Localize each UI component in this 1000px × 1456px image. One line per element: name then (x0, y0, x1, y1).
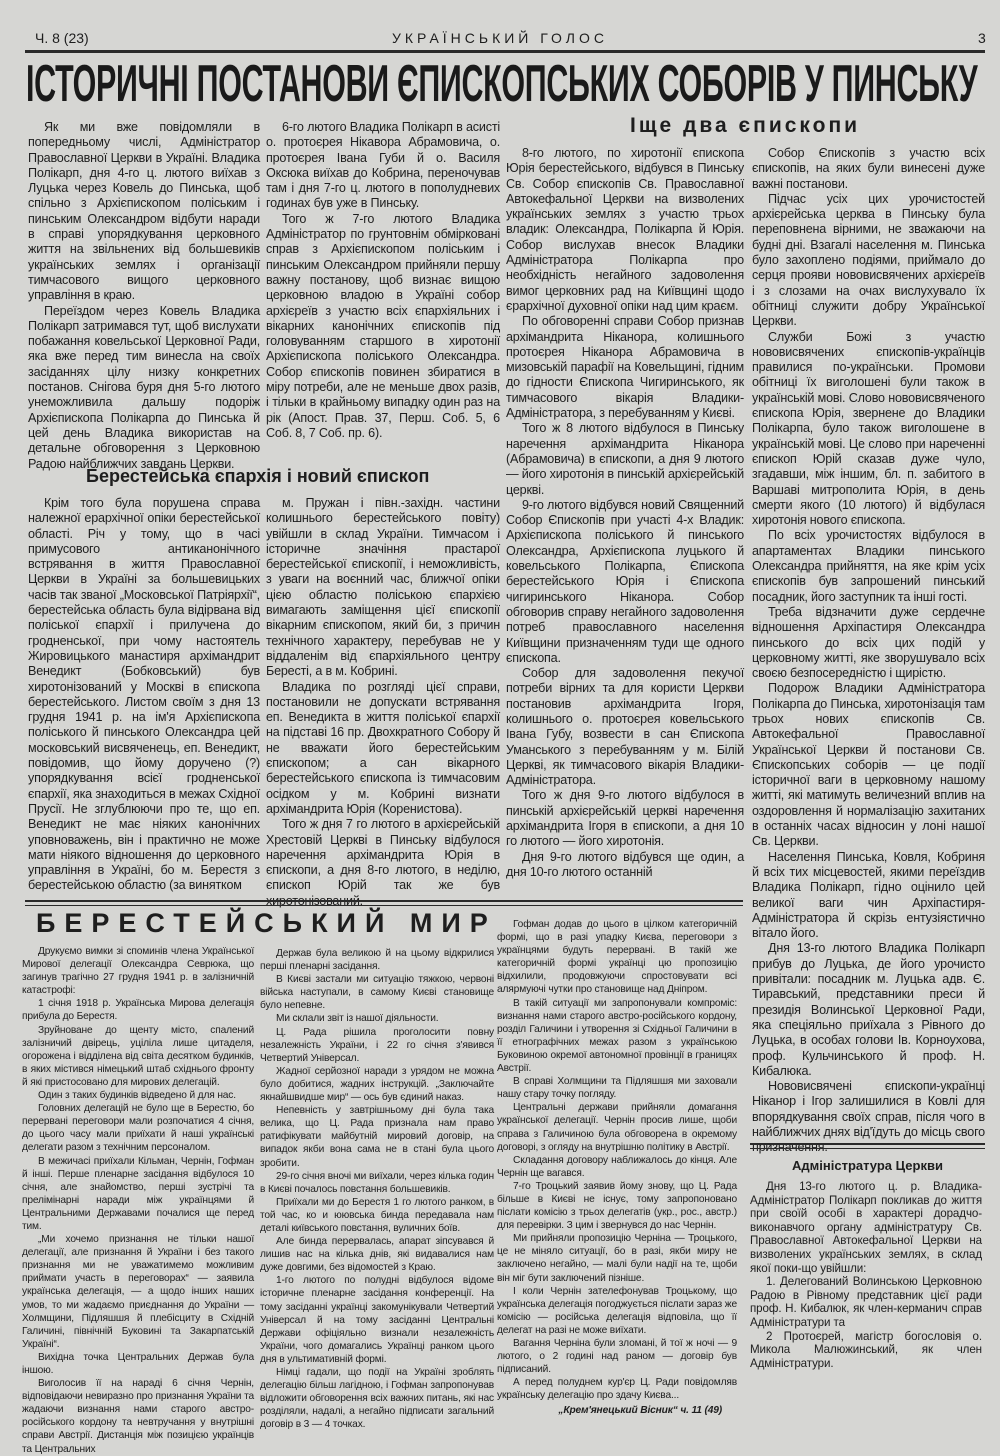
admin-divider (750, 1143, 985, 1149)
main-col2-top (266, 120, 500, 441)
paragraph: В справі Холмщини та Підляшшя ми заховали нашу стару точку погляду. (497, 1076, 737, 1101)
paragraph: 1-го лютого по полудні відбулося відоме історичне пленарне засідання конференції. На тому засіданні українці закомунікували Четвертий Універсал й на тому засіданні Центральні Держави офіціяльно визнали незалежність України, чого домагались Українці ранком цього дня в ультимативній формі. (260, 1275, 494, 1365)
paragraph: Подорож Владики Адміністратора Полікарпа до Пинська, хиротонізація там трьох нових єпископів Св. Автокефальної Православної Української Церкви й постанови Св. Єпископських соборів — це події історичної ваги в церковному нашому житті, які матимуть величезний вплив на оздоровлення й нормалізацію захитаних в останніх часах відносин у лоні нашої Св. Церкви. (752, 681, 985, 849)
paragraph: І коли Чернін зателефонував Троцькому, що українська делегація погоджується післати зараз же комісію — російська делегація відповіла, що її делегат на разі не може виїхати. (497, 1285, 737, 1336)
brest-headline: БЕРЕСТЕЙСЬКИЙ МИР (36, 908, 497, 938)
page-number: 3 (978, 30, 986, 46)
header-rule (25, 50, 985, 53)
paragraph: Того ж 7-го лютого Владика Адміністратор по грунтовнім обмірковані справ з Архієпископом поліським і пинським Олександром прийняли першу важну постанову, щоб визнає вищою церковною владою в Україні собор архієреїв з участю всіх єпархіяльних і вікарних канонічних єпископів під головуванням старшого в хиротонії Архієпископа поліського Олександра. Собор єпископів повинен збиратися в міру потреби, але не меньше двох разів, і тільки в крайньому випадку один раз на рік (Апост. Прав. 37, Перш. Соб. 5, 6 Соб. 8, 7 Соб. пр. 6). (266, 211, 500, 440)
paragraph: Того ж дня 7 го лютого в архієрейській Хрестовій Церкві в Пинську відбулося наречення архімандрита Юрія в єпископи, а дня 8-го лютого, в неділю, єпископ Юрій так же був хиротонізований. (266, 817, 500, 908)
paragraph: 6-го лютого Владика Полікарп в асисті о. протоєрея Нікавора Абрамовича, о. протоєрея Івана Губи й о. Василя Оксюка виїхав до Кобрина, переночував там і дня 7-го ц. лютого в пополудневих годинах був уже в Пинську. (266, 120, 500, 211)
paragraph: Але бинда перервалась, апарат зіпсувався й лишив нас на кілька днів, які видавалися нам дуже довгими, без відомостей з Краю. (260, 1236, 494, 1274)
paragraph: Нововисвячені єпископи-українці Нікaнор і Ігор залишилися в Ковлі для впорядкування своїх справ, після чого в найближчих днях від'їдуть до місць свого призначення. (752, 1079, 985, 1155)
admin-heading: Адміністратура Церкви (792, 1158, 943, 1173)
paragraph: Як ми вже повідомляли в попередньому числі, Адміністратор Православної Церкви в Україні. Владика Полікарп, дня 4-го ц. лютого виїхав з Луцька через Ковель до Пинська, щоб спільно з Архієпископом поліським і пинським Олександром відбути наради в справі упорядкування церковного життя на звільнених від большевиків українських землях і організації тимчасового вищого церковного управління в краю. (28, 120, 260, 303)
paragraph: В межичасі приїхали Кільман, Чернін, Гофман й інші. Перше пленарне засідання відбулося 10 січня, але знайомство, перші зустрічі та прелімінарні наради між українцями й Центральними Державами почалися ще перед тим. (22, 1155, 254, 1232)
newspaper-name: УКРАЇНСЬКИЙ ГОЛОС (392, 30, 608, 46)
paragraph: Собор для задоволення пекучої потреби вірних та для користи Церкви постановив архімандрита Ігоря, колишнього о. протоєрея ковельського Івана Губу, возвести в сан Єпископа Уманського з перебуванням у м. Білій Церкві, як тимчасового вікарія Владики-Адміністратора. (506, 666, 744, 788)
paragraph: А перед полуднем кур'єр Ц. Ради повідомляв українську делегацію про здачу Києва... (497, 1377, 737, 1402)
paragraph: Треба відзначити дуже сердечне відношення Архіпастиря Олександра пинського до всіх цих подій у церковному житті, яке зворушувало всіх своєю безпосередністю і щирістю. (752, 604, 985, 681)
paragraph: Служби Божі з участю нововисвячених єпископів-українців правилися по-українськи. Промови обітниці їх виголошені були також в українській мові. Слово нововисвяченого єпископа Юрія, звернене до Владики Полікарпа, було також виголошене в українській мові. Це слово при нареченні єпископ Юрій сказав дуже чуло, згадавши, між іншим, бл. п. забитого в Варшаві митрополита Юрія, в день смерти якого (10 лютого) й відбулася хиротонія нового єпископа. (752, 329, 985, 528)
paragraph: Владика по розгляді цієї справи, постановили не допускати встрявання еп. Венедикта в життя поліської єпархії на підставі 16 пр. Двохкратного Собору й не вважати його берестейським єпископом; а сан вікарного берестейського єпископа із тимчасовим осідком у м. Кобрині визнати архімандрита Юрія (Коренистова). (266, 679, 500, 816)
paragraph: 7-го Троцький заявив йому знову, що Ц. Рада більше в Києві не існує, тому запропоновано післати комісію з трьох делегатів (укр., рос., австр.) для перевірки. З цим і звернувся до нас Чернін. (497, 1180, 737, 1232)
paragraph: Дня 9-го лютого відбувся ще один, а дня 10-го лютого останній (506, 849, 744, 879)
paragraph: 29-го січня вночі ми виїхали, через кілька годин в Києві почалось повстання большевиків. (260, 1170, 494, 1195)
brest-col3-wrap (497, 918, 737, 1418)
paragraph: Дня 13-го лютого ц. р. Владика-Адміністратор Полікарп покликав до життя при своїй особі в характері дорадчо-виконавчого органу адміністратуру Св. Православної Автокефальної Церкви на визволених українських землях, в склад якої поки-що увійшли: (750, 1180, 982, 1275)
paragraph: Підчас усіх цих урочистостей архієрейська церква в Пинську була переповнена вірними, не зважаючи на будні дні. Взагалі населення м. Пинська було захоплено подіями, приймало до серця прояви нововисвячених архієреїв і з слозами на очах вислухувало їх обітниці служити добру Української Церкви. (752, 191, 985, 329)
paragraph: Гофман додав до цього в цілком категоричній формі, що в разі упадку Києва, переговори з українцями будуть перервані. В такій же категоричній формі українці цю пропозицію відхилили, продовжуючи спростовувати всі алярмуючі чутки про становище над Дніпром. (497, 919, 737, 996)
paragraph: Дня 13-го лютого Владика Полікарп прибув до Луцька, де його урочисто привітали: посадник м. Луцька адв. Є. Тиравський, представники преси й президія Волинської Церковної Ради, яка спеціяльно приїхала з Рівного до Луцька, в особах голови Ів. Корноухова, проф. Кульчинського й проф. Н. Кибалюка. (752, 941, 985, 1078)
paragraph: Ми склали звіт із нашої діяльности. (276, 1013, 439, 1025)
main-col3 (506, 146, 744, 880)
paragraph: Держав була великою й на цьому відкрилися перші пленарні засідання. (260, 948, 494, 973)
main-col1-mid (28, 496, 260, 894)
main-col2-mid (266, 496, 500, 909)
paragraph: Центральні держави прийняли домагання української делегації. Чернін просив лише, щоби справа з Галичиною була обговорена в окремому договорі, з огляду на внутрішню політику в Австрії. (497, 1102, 737, 1153)
paragraph: м. Пружан і півн.-західн. частини колишнього берестейського повіту) увійшли в склад України. Тимчасом і історичне значіння прастарої берестейської єпископії, і неможливість, з уваги на воєнний час, ближчої опіки цією областю поліською єпархією вимагають заміщення цієї єпископії вікарним єпископом, який би, з причин технічного характеру, перебував не у віддаленім від єпархіяльного центру Бересті, а в м. Кобрині. (266, 496, 500, 679)
brest-col3 (497, 918, 737, 1402)
paragraph: 2 Протоєрей, магістр богословія о. Микола Малюжинський, як член Адміністратури. (750, 1329, 982, 1370)
brest-col2 (260, 947, 494, 1431)
paragraph: Ц. Рада рішила проголосити повну незалежність України, і 22 го січня з'явився Четвертий Універсал. (260, 1026, 494, 1064)
paragraph: Того ж дня 9-го лютого відбулося в пинській архієрейській церкві наречення архімандрита Ігоря в єпископи, а дня 10 го лютого — його хиротонія. (506, 788, 744, 849)
paragraph: 1. Делегований Волинською Церковною Радою в Рівному представник цієї ради проф. Н. Кибалюк, як член-керманич справ Адміністратури та (750, 1275, 982, 1329)
paragraph: 8-го лютого, по хиротонії єпископа Юрія берестейського, відбувся в Пинську Св. Собор єпископів Св. Православної Автокефальної Церкви на визволених українських землях з участю трьох владик: Олександра, Полікарпа й Юрія. Собор вислухав внесок Владики Адміністратора Полікарпа про необхідність негайного задоволення вимог церковних рад на Київщині щодо єрархічної духовної опіки над цим краєм. (506, 146, 744, 313)
paragraph: По всіх урочистостях відбулося в апартаментах Владики пинського Олександра прийняття, на яке крім усіх єпископів був запрошений пинський посадник, його заступник та інші гості. (752, 528, 985, 604)
paragraph: Зруйноване до щенту місто, спалений залізничий двірець, уціліла лише цитаделя, огорожена і відділена від світа десятком будинків, в яких містився німецький штаб східнього фронту й які пристосовано для мирових делегацій. (22, 1024, 254, 1088)
admin-col (750, 1180, 982, 1370)
paragraph: Непевність у завтрішньому дні була така велика, що Ц. Рада признала нам право ратифікувати майбутній мировий договір, на випадок якби вона сама не в стані була цього зробити. (260, 1105, 494, 1169)
issue-number: Ч. 8 (23) (35, 30, 89, 46)
paragraph: Ми прийняли пропозицію Черніна — Троцького, це не міняло ситуації, бо в разі, якби миру не заключено негайно, — малі були надії на те, щоби він міг бути заключений пізніше. (497, 1233, 737, 1284)
main-headline: ІСТОРИЧНІ ПОСТАНОВИ ЄПИСКОПСЬКИХ СОБОРІВ У ПИНСЬКУ (26, 55, 978, 113)
paragraph: Виголосив її на нараді 6 січня Чернін, відповідаючи невиразно про признання України та жадаючи визнання нами старого австро-російського кордону та невтручання у внутрішні справи Австрії. Дистанція між позицією українців та Центральних (22, 1378, 254, 1455)
paragraph: 1 січня 1918 р. Українська Мирова делегація прибула до Берестя. (22, 998, 254, 1023)
paragraph: Жадної серйозної наради з урядом не можна було добитися, жадних інструкцій. „Заключайте якнайшвидше мир“ — ось був єдиний наказ. (260, 1065, 494, 1104)
paragraph: По обговоренні справи Собор признав архімандрита Нікaнора, колишнього протоєрея Нікaнора Абрамовича в мизовській парафії на Ковельщині, гідним до гідности Єпископа Чигиринського, як тимчасового вікарія Владики-Адміністратора, з перебуванням у Києві. (506, 314, 744, 421)
paragraph: 9-го лютого відбувся новий Священний Собор Єпископів при участі 4-х Владик: Архієпископа поліського й пинського Олександра, Архієпископа луцького й ковельського Полікарпа, Єпископа берестейського Юрія і Єпископа чигиринського Нікaнора. Собор обговорив справу негайного задоволення потреб православного населення Київщини призначенням туди ще одного єпископа. (506, 497, 744, 665)
paragraph: Вагання Черніна були зломані, й тої ж ночі — 9 лютого, о 2 годині над раном — договір був підписаний. (497, 1338, 737, 1376)
section-divider (25, 900, 743, 906)
paragraph: Того ж 8 лютого відбулося в Пинську наречення архімандрита Нікaнора (Абрамовича) в єпископи, а дня 9 лютого — його хиротонія в пинській архієрейській церкві. (506, 421, 744, 497)
paragraph: Собор Єпископів з участю всіх єпископів, на яких були винесені дуже важні постанови. (752, 146, 985, 191)
paragraph: Переїздом через Ковель Владика Полікарп затримався тут, щоб вислухати побажання ковельської Церковної Ради, яка вже перед тим винесла на своїх засіданнях цілу низку конкретних постанов. Снігова буря дня 5-го лютого унеможливила дальшу подоріж Архієпископа Полікарпа до Пинська й цей день Владика використав на детальне обговорення з Церковною Радою найближчих завдань Церкви. (28, 303, 260, 471)
paragraph: Вихідна точка Центральних Держав була іншою. (22, 1351, 254, 1376)
paragraph: Крім того була порушена справа належної ерархічної опіки берестейської області. Річ у тому, що в часі примусового антиканонічного встрявання в життя Православної Церкви в Україні за большевицьких часів так званої „Московської Патріярхії“, берестейська область була відірвана від поліської єпархії і прилучена до гродненської, при чому настоятель Жировицького манастиря архімандрит Венедикт (Бобковський) був хиротонізований у Москві в єпископа берестейського. Листом своїм з дня 13 грудня 1941 р. на ім'я Архієпископа поліського й пинського Олександра цей московський висвяченець, еп. Венедикт, повідомив, що йому доручено (?) упорядкування всієї гродненської єпархії, яка знаходиться в межах Східної Прусії. Не зглублюючи про те, що еп. Венедикт не має ніяких канонічних уповноважень, він і практично не може мати ніякого відношення до церковного управління в Україні, бо м. Берестя з берестейською областю (за винятком (28, 496, 260, 893)
subheading-two-bishops: Іще два єпископи (630, 114, 861, 137)
paragraph: „Ми хочемо признання не тільки нашої делегації, але признання й України і без такого признання ми не уважатимемо можливим приймати участь в переговорах“ — заявила українська делегація, — а щодо інших наших умов, то ми жадаємо приєднання до України — Холмщини, Підляшшя й плебісциту в Східній Галичині, північній Буковині та Закарпатській Україні“. (22, 1234, 254, 1350)
paragraph: Німці гадали, що події на Україні зроблять делегацію більш лагідною, і Гофман запропонував відложити обговорення всіх важних питань, які нас розділяли, надалі, а негайно підписати загальний договір в 3 — 4 точках. (260, 1367, 494, 1431)
main-col4 (752, 146, 985, 1156)
brest-col1 (22, 945, 254, 1456)
paragraph: В такій ситуації ми запропонували компроміс: визнання нами старого австро-російського кордону, розділ Галичини і утворення зі Східньої Галичини в її етнографічних межах разом з українською Буковиною окремої автономної провінції в границях Австрії. (497, 997, 737, 1075)
paragraph: Друкуємо вимки зі споминів члена Української Мирової делегації Олександра Севрюка, що загинув трагічно 27 грудня 1941 р. в залізничній катастрофі: (22, 946, 254, 997)
subheading-brest-eparchy: Берестейська єпархія і новий єпископ (86, 466, 430, 486)
paragraph: Складання договору наближалось до кінця. Але Чернін ще вагався. (497, 1154, 737, 1179)
paragraph: Населення Пинська, Ковля, Кобриня й всіх тих місцевостей, якими переїздив Владика Полікарп, гідно оцінило цей великої ваги чин Архіпастиря-Адміністратора й скрізь ентузіястично вітало його. (752, 849, 985, 941)
paragraph: Один з таких будинків відведено й для нас. (38, 1090, 236, 1102)
source-citation: „Крем'янецький Вісник“ ч. 11 (49) (558, 1405, 722, 1417)
paragraph: В Києві застали ми ситуацію тяжкою, червоні війська наступали, в самому Києві становище було непевне. (260, 974, 494, 1012)
paragraph: Приїхали ми до Берестя 1 го лютого ранком, в той час, ко и юювська бинда передавала нам деталі київського повстання, вуличних боїв. (260, 1196, 494, 1234)
main-col1-top (28, 120, 260, 472)
paragraph: Головних делегацій не було ще в Берестю, бо перервані переговори мали розпочатися 4 січня, до цього часу мали приїхати й наші українські делегати разом з технічним персоналом. (22, 1103, 254, 1154)
